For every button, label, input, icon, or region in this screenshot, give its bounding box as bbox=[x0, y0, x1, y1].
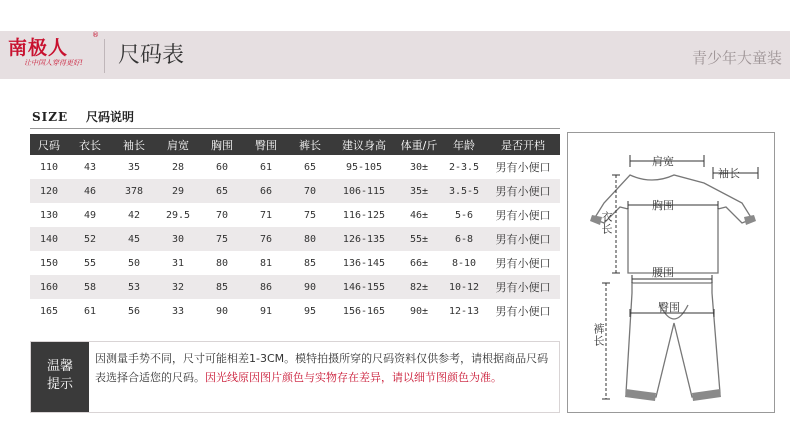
table-cell: 75 bbox=[200, 227, 244, 251]
table-cell: 男有小便口 bbox=[486, 227, 560, 251]
logo-text: 南极人 bbox=[8, 37, 69, 59]
tip-label-line: 提示 bbox=[46, 377, 73, 392]
table-cell: 85 bbox=[200, 275, 244, 299]
table-cell: 150 bbox=[30, 251, 68, 275]
table-cell: 71 bbox=[244, 203, 288, 227]
table-cell: 90 bbox=[200, 299, 244, 323]
label-waist: 腰围 bbox=[652, 266, 674, 279]
pants-measure-lines bbox=[602, 275, 714, 399]
table-cell: 30 bbox=[156, 227, 200, 251]
table-cell: 56 bbox=[112, 299, 156, 323]
label-length: 衣长 bbox=[600, 211, 613, 235]
table-cell: 28 bbox=[156, 155, 200, 179]
column-header: 尺码 bbox=[30, 134, 68, 155]
section-label bbox=[32, 108, 134, 125]
column-header: 臀围 bbox=[244, 134, 288, 155]
table-cell: 32 bbox=[156, 275, 200, 299]
table-cell: 29 bbox=[156, 179, 200, 203]
table-cell: 31 bbox=[156, 251, 200, 275]
table-cell: 378 bbox=[112, 179, 156, 203]
section-divider bbox=[30, 128, 560, 129]
cuff-marks bbox=[590, 215, 756, 225]
table-cell: 男有小便口 bbox=[486, 155, 560, 179]
table-row bbox=[30, 299, 560, 323]
table-row bbox=[30, 251, 560, 275]
table-cell: 46± bbox=[396, 203, 442, 227]
label-sleeve: 袖长 bbox=[718, 167, 740, 180]
table-cell: 60 bbox=[200, 155, 244, 179]
table-cell: 95-105 bbox=[332, 155, 396, 179]
table-cell: 165 bbox=[30, 299, 68, 323]
table-cell: 65 bbox=[288, 155, 332, 179]
table-cell: 85 bbox=[288, 251, 332, 275]
measurement-diagram bbox=[567, 132, 775, 413]
column-header: 肩宽 bbox=[156, 134, 200, 155]
label-hip: 臀围 bbox=[658, 301, 680, 314]
table-cell: 70 bbox=[288, 179, 332, 203]
table-cell: 33 bbox=[156, 299, 200, 323]
label-shoulder: 肩宽 bbox=[652, 155, 674, 168]
table-cell: 5-6 bbox=[442, 203, 486, 227]
tip-label-line: 温馨 bbox=[46, 359, 73, 374]
table-cell: 55 bbox=[68, 251, 112, 275]
brand-logo[interactable] bbox=[8, 33, 98, 77]
section-label-en: SIZE bbox=[32, 110, 69, 124]
table-cell: 46 bbox=[68, 179, 112, 203]
table-cell: 10-12 bbox=[442, 275, 486, 299]
table-cell: 53 bbox=[112, 275, 156, 299]
top-garment-outline bbox=[594, 175, 752, 273]
label-pants-length: 裤长 bbox=[592, 323, 605, 347]
table-cell: 75 bbox=[288, 203, 332, 227]
table-cell: 61 bbox=[244, 155, 288, 179]
table-cell: 110 bbox=[30, 155, 68, 179]
table-cell: 男有小便口 bbox=[486, 299, 560, 323]
table-row bbox=[30, 203, 560, 227]
table-cell: 91 bbox=[244, 299, 288, 323]
column-header: 建议身高 bbox=[332, 134, 396, 155]
table-cell: 58 bbox=[68, 275, 112, 299]
table-cell: 35 bbox=[112, 155, 156, 179]
tip-text bbox=[95, 349, 555, 387]
table-row bbox=[30, 227, 560, 251]
table-cell: 29.5 bbox=[156, 203, 200, 227]
table-cell: 90± bbox=[396, 299, 442, 323]
table-cell: 43 bbox=[68, 155, 112, 179]
tip-text-normal: 因测量手势不同，尺寸可能相差1-3CM。模特拍摄所穿的尺码资料仅供参考，请根据商品尺码表选择合适您的尺码。 bbox=[95, 352, 549, 384]
table-cell: 80 bbox=[200, 251, 244, 275]
ankle-cuffs bbox=[625, 389, 721, 401]
table-cell: 52 bbox=[68, 227, 112, 251]
table-cell: 82± bbox=[396, 275, 442, 299]
column-header: 是否开档 bbox=[486, 134, 560, 155]
table-cell: 55± bbox=[396, 227, 442, 251]
table-cell: 81 bbox=[244, 251, 288, 275]
logo-slogan: 让中国人穿得更好! bbox=[24, 59, 83, 67]
table-cell: 61 bbox=[68, 299, 112, 323]
table-cell: 80 bbox=[288, 227, 332, 251]
table-cell: 男有小便口 bbox=[486, 179, 560, 203]
size-table bbox=[30, 134, 560, 323]
section-label-cn: 尺码说明 bbox=[86, 110, 135, 124]
table-cell: 90 bbox=[288, 275, 332, 299]
table-cell: 6-8 bbox=[442, 227, 486, 251]
column-header: 体重/斤 bbox=[396, 134, 442, 155]
column-header: 胸围 bbox=[200, 134, 244, 155]
table-cell: 140 bbox=[30, 227, 68, 251]
tip-label bbox=[31, 342, 89, 412]
table-cell: 49 bbox=[68, 203, 112, 227]
category-label: 青少年大童装 bbox=[691, 49, 782, 67]
column-header: 年龄 bbox=[442, 134, 486, 155]
table-cell: 66 bbox=[244, 179, 288, 203]
label-chest: 胸围 bbox=[652, 199, 674, 212]
table-cell: 42 bbox=[112, 203, 156, 227]
table-cell: 65 bbox=[200, 179, 244, 203]
table-cell: 86 bbox=[244, 275, 288, 299]
table-cell: 50 bbox=[112, 251, 156, 275]
table-cell: 106-115 bbox=[332, 179, 396, 203]
tip-text-warning: 因光线原因图片颜色与实物存在差异，请以细节图颜色为准。 bbox=[205, 371, 502, 384]
table-cell: 男有小便口 bbox=[486, 275, 560, 299]
page-title: 尺码表 bbox=[118, 43, 185, 68]
table-cell: 8-10 bbox=[442, 251, 486, 275]
column-header: 袖长 bbox=[112, 134, 156, 155]
table-cell: 30± bbox=[396, 155, 442, 179]
table-cell: 160 bbox=[30, 275, 68, 299]
table-cell: 45 bbox=[112, 227, 156, 251]
table-cell: 12-13 bbox=[442, 299, 486, 323]
table-row bbox=[30, 155, 560, 179]
table-cell: 146-155 bbox=[332, 275, 396, 299]
table-row bbox=[30, 179, 560, 203]
table-row bbox=[30, 275, 560, 299]
table-cell: 156-165 bbox=[332, 299, 396, 323]
registered-mark: ® bbox=[92, 31, 99, 39]
header-divider bbox=[104, 39, 105, 73]
table-header-row bbox=[30, 134, 560, 155]
table-cell: 136-145 bbox=[332, 251, 396, 275]
table-cell: 126-135 bbox=[332, 227, 396, 251]
table-cell: 130 bbox=[30, 203, 68, 227]
column-header: 裤长 bbox=[288, 134, 332, 155]
tip-box bbox=[30, 341, 560, 413]
table-cell: 70 bbox=[200, 203, 244, 227]
table-cell: 76 bbox=[244, 227, 288, 251]
table-cell: 2-3.5 bbox=[442, 155, 486, 179]
column-header: 衣长 bbox=[68, 134, 112, 155]
table-cell: 95 bbox=[288, 299, 332, 323]
table-cell: 35± bbox=[396, 179, 442, 203]
table-cell: 3.5-5 bbox=[442, 179, 486, 203]
table-cell: 116-125 bbox=[332, 203, 396, 227]
table-cell: 男有小便口 bbox=[486, 251, 560, 275]
table-cell: 120 bbox=[30, 179, 68, 203]
table-cell: 66± bbox=[396, 251, 442, 275]
table-cell: 男有小便口 bbox=[486, 203, 560, 227]
